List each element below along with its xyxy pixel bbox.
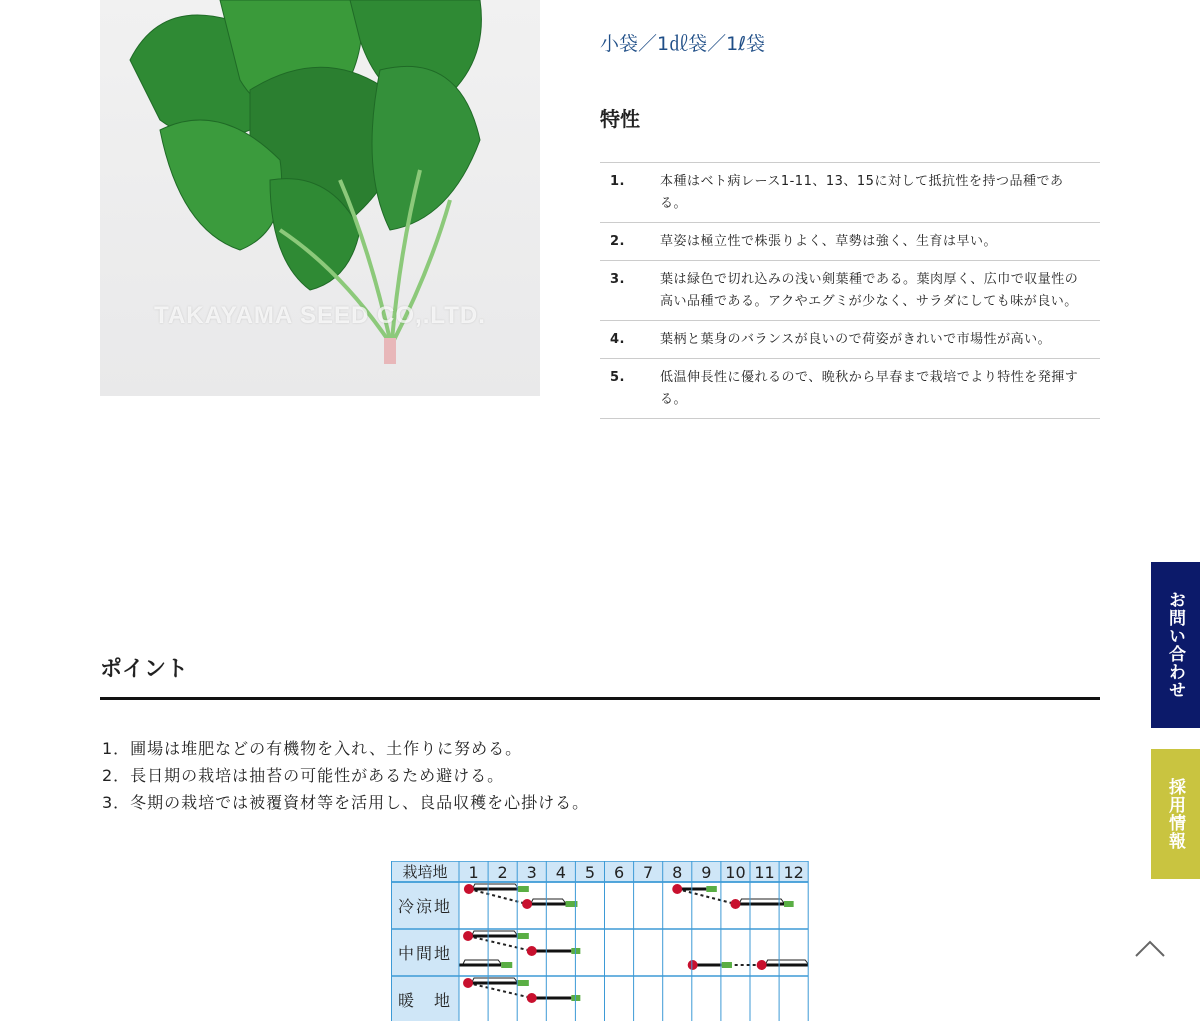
point-item: 3．冬期の栽培では被覆資材等を活用し、良品収穫を心掛ける。 bbox=[102, 793, 590, 812]
feature-text: 草姿は極立性で株張りよく、草勢は強く、生育は早い。 bbox=[660, 234, 997, 249]
feature-row bbox=[600, 163, 1100, 223]
cultivation-calendar bbox=[391, 861, 809, 1021]
feature-num: 5. bbox=[610, 370, 625, 385]
month-label: 12 bbox=[783, 863, 804, 882]
sowing-dot bbox=[522, 899, 532, 909]
harvest-period-bar bbox=[501, 962, 512, 968]
cover-tunnel bbox=[531, 899, 565, 903]
points-title: ポイント bbox=[100, 657, 189, 682]
month-label: 8 bbox=[672, 863, 683, 882]
cover-tunnel bbox=[472, 978, 517, 982]
month-label: 1 bbox=[468, 863, 479, 882]
point-item: 1．圃場は堆肥などの有機物を入れ、土作りに努める。 bbox=[102, 739, 523, 758]
feature-row bbox=[600, 261, 1100, 321]
feature-num: 1. bbox=[610, 174, 625, 189]
package-sizes: 小袋／1㎗袋／1ℓ袋 bbox=[600, 33, 766, 55]
feature-text: 本種はベト病レース1-11、13、15に対して抵抗性を持つ品種である。 bbox=[660, 174, 1064, 211]
harvest-period-bar bbox=[518, 886, 529, 892]
sowing-dot bbox=[688, 960, 698, 970]
watermark: TAKAYAMA SEED CO,.LTD. bbox=[154, 302, 486, 329]
cover-tunnel bbox=[739, 899, 784, 903]
month-label: 7 bbox=[643, 863, 654, 882]
feature-text: 低温伸長性に優れるので、晩秋から早春まで栽培でより特性を発揮する。 bbox=[660, 370, 1079, 407]
feature-num: 4. bbox=[610, 332, 625, 347]
feature-num: 3. bbox=[610, 272, 625, 287]
features-table bbox=[600, 162, 1100, 419]
sowing-dot bbox=[464, 884, 474, 894]
sowing-dot bbox=[730, 899, 740, 909]
harvest-period-bar bbox=[722, 962, 732, 968]
harvest-period-bar bbox=[517, 933, 529, 939]
spinach-image bbox=[100, 0, 540, 396]
month-label: 11 bbox=[754, 863, 775, 882]
month-label: 2 bbox=[497, 863, 508, 882]
feature-row bbox=[600, 359, 1100, 419]
month-label: 9 bbox=[701, 863, 712, 882]
features-title: 特性 bbox=[600, 107, 640, 131]
harvest-period-bar bbox=[784, 901, 794, 907]
sowing-link-dashed bbox=[677, 889, 735, 904]
feature-num: 2. bbox=[610, 234, 625, 249]
recruit-button[interactable]: 採用情報 bbox=[1151, 749, 1200, 879]
feature-row bbox=[600, 321, 1100, 359]
harvest-period-bar bbox=[706, 886, 716, 892]
sowing-dot bbox=[527, 946, 537, 956]
product-photo bbox=[100, 0, 540, 396]
month-label: 6 bbox=[613, 863, 625, 882]
region-label: 中間地 bbox=[397, 944, 453, 963]
points-list bbox=[102, 735, 589, 816]
sowing-dot bbox=[672, 884, 682, 894]
point-item: 2．長日期の栽培は抽苔の可能性があるため避ける。 bbox=[102, 766, 505, 785]
header-label: 栽培地 bbox=[402, 863, 448, 881]
contact-button[interactable]: お問い合わせ bbox=[1151, 562, 1200, 728]
sowing-dot bbox=[463, 978, 473, 988]
divider bbox=[100, 697, 1100, 700]
month-label: 5 bbox=[584, 863, 596, 882]
month-label: 4 bbox=[555, 863, 566, 882]
sowing-dot bbox=[527, 993, 537, 1003]
month-label: 3 bbox=[526, 863, 537, 882]
feature-row bbox=[600, 223, 1100, 261]
cover-tunnel bbox=[463, 960, 501, 964]
feature-text: 葉は緑色で切れ込みの浅い剣葉種である。葉肉厚く、広巾で収量性の高い品種である。アクやエグミが少なく、サラダにしても味が良い。 bbox=[660, 272, 1079, 309]
cover-tunnel bbox=[473, 884, 518, 888]
feature-text: 葉柄と葉身のバランスが良いので荷姿がきれいで市場性が高い。 bbox=[660, 332, 1052, 347]
back-to-top-chevron-up-icon[interactable] bbox=[1134, 936, 1166, 960]
sowing-dot bbox=[757, 960, 767, 970]
harvest-period-bar bbox=[517, 980, 529, 986]
month-label: 10 bbox=[725, 863, 746, 882]
cover-tunnel bbox=[766, 960, 809, 964]
sowing-dot bbox=[463, 931, 473, 941]
region-label: 暖 地 bbox=[397, 991, 453, 1010]
cover-tunnel bbox=[472, 931, 517, 935]
region-label: 冷涼地 bbox=[397, 897, 453, 916]
